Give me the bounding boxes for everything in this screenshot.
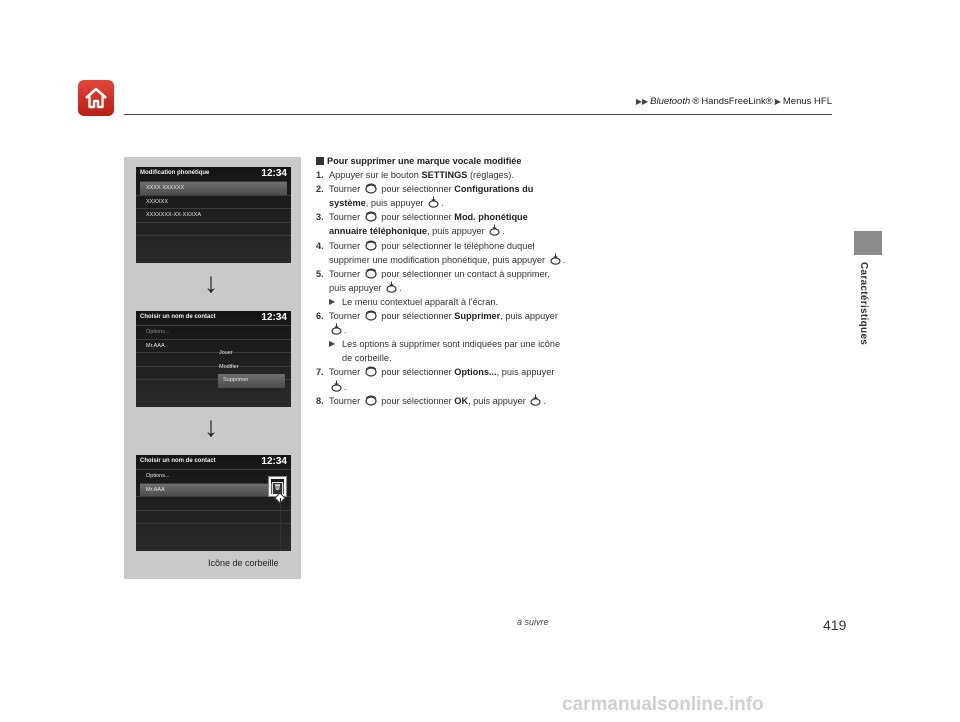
press-knob-icon [550, 253, 561, 265]
header-rule [124, 114, 832, 115]
screen-choose-contact-trash [136, 455, 291, 551]
list-item: XXXXXX [136, 195, 291, 209]
callout-line [280, 498, 281, 550]
contact-row: Mr.AAA [140, 483, 287, 497]
breadcrumb-arrow-icon: ▶ [774, 97, 781, 106]
screen-clock: 12:34 [261, 168, 287, 179]
list-item: XXXXXXX-XX-XXXXA [136, 208, 291, 222]
selector-knob-icon [365, 395, 377, 406]
screen-clock: 12:34 [261, 312, 287, 323]
list-item [136, 222, 291, 236]
screen-clock: 12:34 [261, 456, 287, 467]
press-knob-icon [331, 380, 342, 392]
page-number: 419 [823, 617, 847, 633]
breadcrumb [636, 96, 832, 107]
screen-title: Modification phonétique [140, 170, 210, 176]
screen-choose-contact-menu [136, 311, 291, 407]
section-label: Caractéristiques [858, 262, 869, 346]
step-5: 5. Tourner pour sélectionner un contact à supprimer, puis appuyer . [316, 268, 550, 293]
step-2: 2. Tourner pour sélectionner Configurations du système, puis appuyer . [316, 184, 534, 209]
press-knob-icon [489, 224, 500, 236]
heading-square-icon [316, 157, 324, 165]
screen-phonetic-modification [136, 167, 291, 263]
breadcrumb-bluetooth[interactable]: Bluetooth [650, 96, 691, 107]
screens-figure [124, 157, 301, 579]
screen-title: Choisir un nom de contact [140, 458, 216, 464]
list-item [136, 510, 291, 524]
screen-title: Choisir un nom de contact [140, 314, 216, 320]
home-button[interactable] [78, 80, 114, 116]
menu-item-play: Jouer [219, 350, 233, 356]
section-heading: Pour supprimer une marque vocale modifiée [316, 154, 566, 168]
list-item [136, 523, 291, 537]
press-knob-icon [386, 281, 397, 293]
trash-icon: 🗑 [272, 482, 283, 495]
step-4: 4. Tourner pour sélectionner le téléphone duquel supprimer une modification phonétique, puis appuyer . [316, 240, 566, 265]
breadcrumb-reg: ® [692, 96, 700, 107]
context-menu [214, 347, 289, 388]
down-arrow-icon: ↓ [204, 411, 218, 442]
breadcrumb-handsfreelink[interactable]: HandsFreeLink® [701, 96, 773, 107]
note-arrow-icon: ▶ [329, 296, 336, 306]
selector-knob-icon [365, 310, 377, 321]
selector-knob-icon [365, 366, 377, 377]
step-3: 3. Tourner pour sélectionner Mod. phonétique annuaire téléphonique, puis appuyer . [316, 212, 528, 237]
watermark: carmanualsonline.info [562, 694, 764, 715]
list-item [136, 235, 291, 249]
home-icon [83, 85, 109, 111]
continued-note: à suivre [517, 617, 549, 627]
selector-knob-icon [365, 211, 377, 222]
list-item: XXXX XXXXXX [140, 181, 287, 195]
breadcrumb-arrow-icon: ▶▶ [635, 97, 649, 106]
selector-knob-icon [365, 268, 377, 279]
step-6-note: ▶ Les options à supprimer sont indiquées par une icône de corbeille. [316, 337, 566, 365]
note-arrow-icon: ▶ [329, 339, 336, 349]
list-item [136, 496, 291, 510]
press-knob-icon [530, 394, 541, 406]
down-arrow-icon: ↓ [204, 267, 218, 298]
step-1: 1. Appuyer sur le bouton SETTINGS (réglages). [316, 170, 514, 181]
selector-knob-icon [365, 240, 377, 251]
options-row: Options... [136, 469, 291, 483]
menu-item-edit: Modifier [219, 363, 239, 370]
selector-knob-icon [365, 183, 377, 194]
menu-item-delete: Supprimer [218, 374, 285, 388]
section-tab[interactable] [854, 231, 882, 255]
callout-label: Icône de corbeille [208, 558, 279, 568]
options-row: Options... [136, 325, 291, 339]
step-6: 6. Tourner pour sélectionner Supprimer, puis appuyer . [316, 311, 558, 336]
contact-row: Mr.AAA [136, 339, 291, 353]
breadcrumb-menus-hfl[interactable]: Menus HFL [782, 96, 832, 107]
press-knob-icon [428, 196, 439, 208]
step-5-note: ▶ Le menu contextuel apparaît à l'écran. [316, 295, 566, 309]
press-knob-icon [331, 323, 342, 335]
step-8: 8. Tourner pour sélectionner OK, puis appuyer . [316, 395, 546, 406]
step-7: 7. Tourner pour sélectionner Options..., puis appuyer . [316, 367, 555, 392]
instructions [316, 154, 566, 408]
